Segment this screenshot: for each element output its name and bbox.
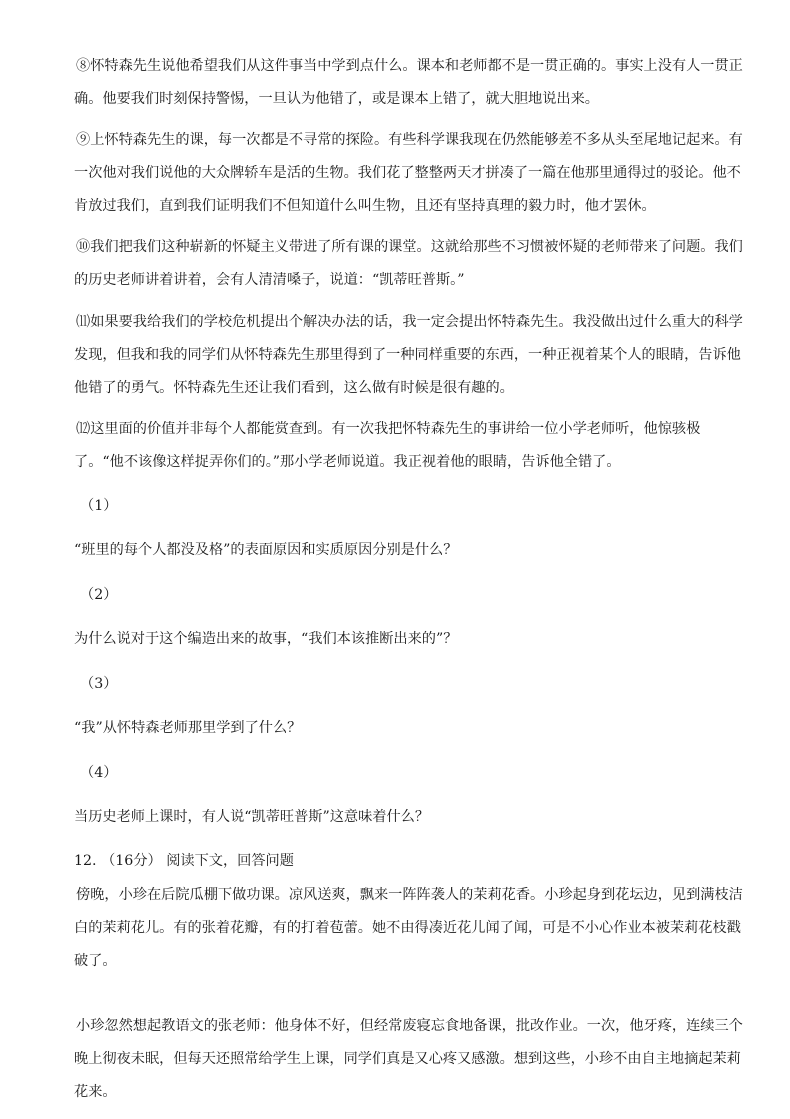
question-1-text: “班里的每个人都没及格”的表面原因和实质原因分别是什么？ [74, 542, 458, 558]
paragraph-10: ⑩我们把我们这种崭新的怀疑主义带进了所有课的课堂。这就给那些不习惯被怀疑的老师带来了问题。我们的历史老师讲着讲着，会有人清清嗓子，说道：“凯蒂旺普斯。” [74, 239, 743, 288]
section-12-heading: 12. （16分） 阅读下文，回答问题 [74, 853, 294, 869]
question-2-number: （2） [80, 587, 118, 603]
question-4-number: （4） [80, 765, 118, 781]
question-1-number: （1） [80, 498, 118, 514]
section-12-paragraph-2: 小珍忽然想起教语文的张老师：他身体不好，但经常废寝忘食地备课，批改作业。一次，他牙疼，连续三个晚上彻夜未眠，但每天还照常给学生上课，同学们真是又心疼又感激。想到这些，小珍不由自主地摘起茉莉花来。 [74, 1018, 743, 1100]
paragraph-8: ⑧怀特森先生说他希望我们从这件事当中学到点什么。课本和老师都不是一贯正确的。事实上没有人一贯正确。他要我们时刻保持警惕，一旦认为他错了，或是课本上错了，就大胆地说出来。 [74, 58, 743, 107]
question-3-number: （3） [80, 676, 118, 692]
question-2-text: 为什么说对于这个编造出来的故事，“我们本该推断出来的”？ [74, 631, 458, 647]
paragraph-12: ⑿这里面的价值并非每个人都能赏查到。有一次我把怀特森先生的事讲给一位小学老师听，他惊骇极了。“他不该像这样捉弄你们的。”那小学老师说道。我正视着他的眼睛，告诉他全错了。 [74, 421, 701, 470]
question-3-text: “我”从怀特森老师那里学到了什么？ [74, 720, 302, 736]
question-4-text: 当历史老师上课时，有人说“凯蒂旺普斯”这意味着什么？ [74, 809, 430, 825]
section-12-paragraph-1: 傍晚，小珍在后院瓜棚下做功课。凉风送爽，飘来一阵阵袭人的茉莉花香。小珍起身到花坛边，见到满枝洁白的茉莉花儿。有的张着花瓣，有的打着苞蕾。她不由得凑近花儿闻了闻，可是不小心作业本被茉莉花枝戳破了。 [74, 887, 743, 969]
paragraph-9: ⑨上怀特森先生的课，每一次都是不寻常的探险。有些科学课我现在仍然能够差不多从头至尾地记起来。有一次他对我们说他的大众牌轿车是活的生物。我们花了整整两天才拼凑了一篇在他那里通得过的驳论。他不肯放过我们，直到我们证明我们不但知道什么叫生物，且还有坚持真理的毅力时，他才罢休。 [74, 132, 743, 214]
paragraph-11: ⑾如果要我给我们的学校危机提出个解决办法的话，我一定会提出怀特森先生。我没做出过什么重大的科学发现，但我和我的同学们从怀特森先生那里得到了一种同样重要的东西，一种正视着某个人的眼睛，告诉他他错了的勇气。怀特森先生还让我们看到，这么做有时候是很有趣的。 [74, 314, 743, 396]
